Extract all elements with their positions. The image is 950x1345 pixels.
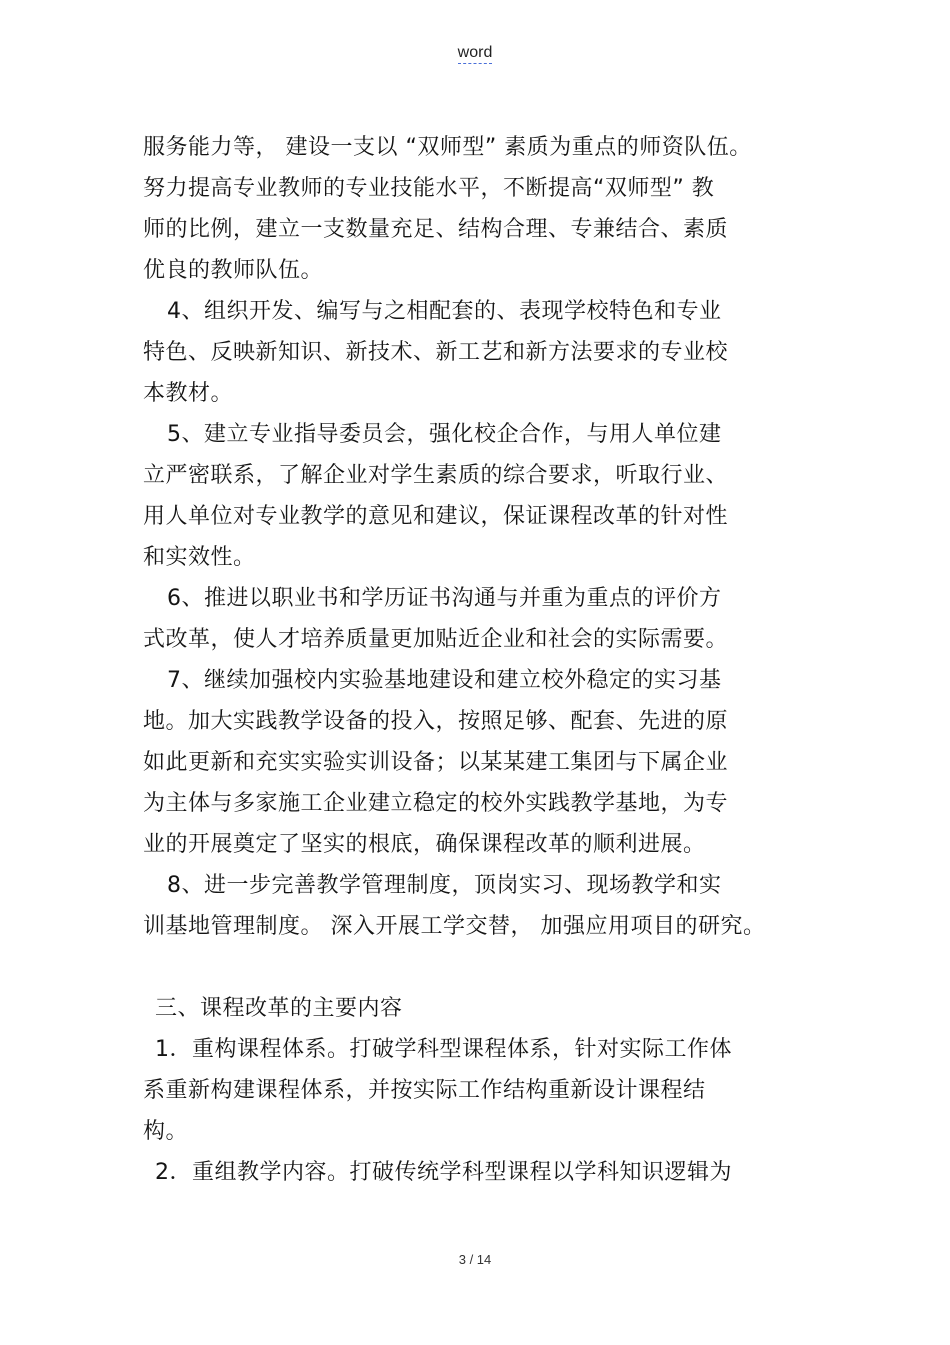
paragraph-gap bbox=[143, 947, 803, 988]
page-footer bbox=[0, 1252, 950, 1267]
text-line: 优良的教师队伍。 bbox=[143, 258, 324, 283]
text-line: 6、推进以职业书和学历证书沟通与并重为重点的评价方 bbox=[167, 586, 722, 611]
text-line: 如此更新和充实实验实训设备；以某某建工集团与下属企业 bbox=[143, 750, 729, 775]
text-line: 1．重构课程体系。打破学科型课程体系，针对实际工作体 bbox=[155, 1037, 732, 1062]
text-line: 用人单位对专业教学的意见和建议，保证课程改革的针对性 bbox=[143, 504, 729, 529]
text-line: 5、建立专业指导委员会，强化校企合作，与用人单位建 bbox=[167, 422, 722, 447]
text-line: 8、进一步完善教学管理制度，顶岗实习、现场教学和实 bbox=[167, 873, 722, 898]
section-heading: 三、课程改革的主要内容 bbox=[155, 996, 403, 1021]
text-line: 为主体与多家施工企业建立稳定的校外实践教学基地，为专 bbox=[143, 791, 729, 816]
header-title: word bbox=[458, 44, 493, 64]
text-line: 和实效性。 bbox=[143, 545, 256, 570]
text-line: 构。 bbox=[143, 1119, 189, 1144]
text-line: 系重新构建课程体系，并按实际工作结构重新设计课程结 bbox=[143, 1078, 706, 1103]
text-line: 训基地管理制度。 深入开展工学交替， 加强应用项目的研究。 bbox=[143, 914, 766, 939]
text-line: 努力提高专业教师的专业技能水平，不断提高“双师型” 教 bbox=[143, 176, 715, 201]
text-line: 4、组织开发、编写与之相配套的、表现学校特色和专业 bbox=[167, 299, 722, 324]
page-number: 3 / 14 bbox=[458, 1252, 492, 1267]
page-header bbox=[0, 44, 950, 64]
text-line: 式改革，使人才培养质量更加贴近企业和社会的实际需要。 bbox=[143, 627, 729, 652]
text-line: 地。加大实践教学设备的投入，按照足够、配套、先进的原 bbox=[143, 709, 729, 734]
text-line: 本教材。 bbox=[143, 381, 234, 406]
text-line: 立严密联系，了解企业对学生素质的综合要求，听取行业、 bbox=[143, 463, 729, 488]
document-body bbox=[143, 127, 803, 1193]
text-line: 服务能力等， 建设一支以 “双师型” 素质为重点的师资队伍。 bbox=[143, 135, 752, 160]
text-line: 7、继续加强校内实验基地建设和建立校外稳定的实习基 bbox=[167, 668, 722, 693]
text-line: 特色、反映新知识、新技术、新工艺和新方法要求的专业校 bbox=[143, 340, 729, 365]
text-line: 2．重组教学内容。打破传统学科型课程以学科知识逻辑为 bbox=[155, 1160, 732, 1185]
text-line: 业的开展奠定了坚实的根底，确保课程改革的顺利进展。 bbox=[143, 832, 706, 857]
text-line: 师的比例，建立一支数量充足、结构合理、专兼结合、素质 bbox=[143, 217, 729, 242]
